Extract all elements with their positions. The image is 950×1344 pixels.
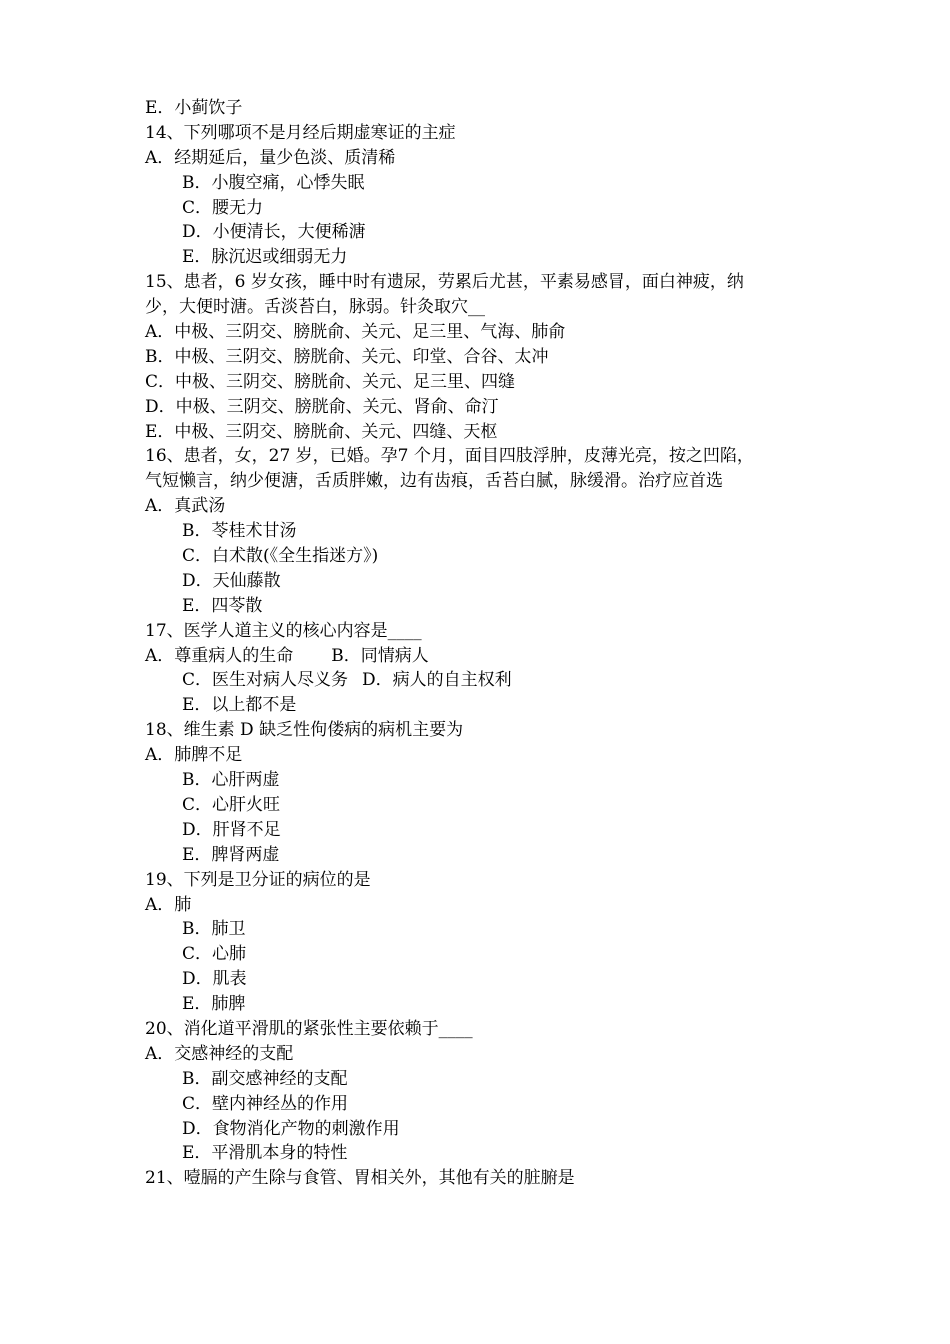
- question-20: 20、消化道平滑肌的紧张性主要依赖于____: [145, 1018, 473, 1039]
- document-page: [145, 96, 825, 1191]
- option-line: E．平滑肌本身的特性: [182, 1143, 348, 1164]
- question-16: 16、患者，女，27 岁，已婚。孕7 个月，面目四肢浮肿，皮薄光亮，按之凹陷，: [145, 446, 754, 467]
- option-line: C．白术散(《全生指迷方》): [182, 546, 379, 567]
- question-16-continued: 气短懒言，纳少便溏，舌质胖嫩，边有齿痕，舌苔白腻，脉缓滑。治疗应首选: [145, 471, 723, 492]
- option-line: C．壁内神经丛的作用: [182, 1093, 349, 1114]
- option-line: E．肺脾: [182, 994, 246, 1015]
- option-line: E．小蓟饮子: [145, 98, 243, 118]
- option-line: D．中极、三阴交、膀胱俞、关元、肾俞、命汀: [145, 396, 499, 417]
- option-line: B．副交感神经的支配: [182, 1068, 348, 1089]
- option-line: A．中极、三阴交、膀胱俞、关元、足三里、气海、肺俞: [145, 322, 566, 343]
- option-line: E．以上都不是: [182, 695, 297, 716]
- option-line: [145, 668, 825, 693]
- option-line: D．小便清长，大便稀溏: [182, 222, 366, 243]
- question-14: 14、下列哪项不是月经后期虚寒证的主症: [145, 122, 456, 143]
- option-d: D．病人的自主权利: [362, 670, 512, 691]
- option-line: B．肺卫: [182, 919, 246, 940]
- question-21: 21、噎膈的产生除与食管、胃相关外，其他有关的脏腑是: [145, 1168, 575, 1189]
- option-line: C．中极、三阴交、膀胱俞、关元、足三里、四缝: [145, 371, 516, 392]
- option-b: B．同情病人: [331, 645, 429, 666]
- question-15-continued: 少，大便时溏。舌淡苔白，脉弱。针灸取穴__: [145, 297, 485, 318]
- option-line: D．食物消化产物的刺激作用: [182, 1118, 400, 1139]
- option-line: E．四苓散: [182, 595, 263, 616]
- option-line: B．苓桂术甘汤: [182, 521, 297, 542]
- question-15: 15、患者，6 岁女孩，睡中时有遗尿，劳累后尤甚，平素易感冒，面白神疲，纳: [145, 272, 744, 293]
- option-a: A．尊重病人的生命: [145, 645, 294, 666]
- option-line: D．肝肾不足: [182, 819, 281, 840]
- option-line: A．经期延后，量少色淡、质清稀: [145, 147, 396, 168]
- option-line: B．小腹空痛，心悸失眠: [182, 172, 365, 193]
- option-line: D．天仙藤散: [182, 570, 281, 591]
- option-line: A．真武汤: [145, 496, 226, 517]
- option-line: A．肺脾不足: [145, 745, 243, 766]
- question-19: 19、下列是卫分证的病位的是: [145, 869, 371, 890]
- option-line: D．肌表: [182, 969, 247, 990]
- option-c: C．医生对病人尽义务: [182, 670, 349, 691]
- option-line: A．交感神经的支配: [145, 1043, 294, 1064]
- option-line: [145, 644, 825, 669]
- option-line: C．心肝火旺: [182, 794, 281, 815]
- option-line: A．肺: [145, 894, 192, 915]
- option-line: C．腰无力: [182, 197, 264, 218]
- option-line: E．脉沉迟或细弱无力: [182, 247, 348, 268]
- option-line: E．中极、三阴交、膀胱俞、关元、四缝、天枢: [145, 421, 498, 442]
- option-line: E．脾肾两虚: [182, 844, 280, 865]
- option-line: B．中极、三阴交、膀胱俞、关元、印堂、合谷、太冲: [145, 346, 549, 367]
- question-17: 17、医学人道主义的核心内容是____: [145, 620, 422, 641]
- option-line: C．心肺: [182, 944, 247, 965]
- option-line: B．心肝两虚: [182, 770, 280, 791]
- question-18: 18、维生素 D 缺乏性佝偻病的病机主要为: [145, 720, 464, 741]
